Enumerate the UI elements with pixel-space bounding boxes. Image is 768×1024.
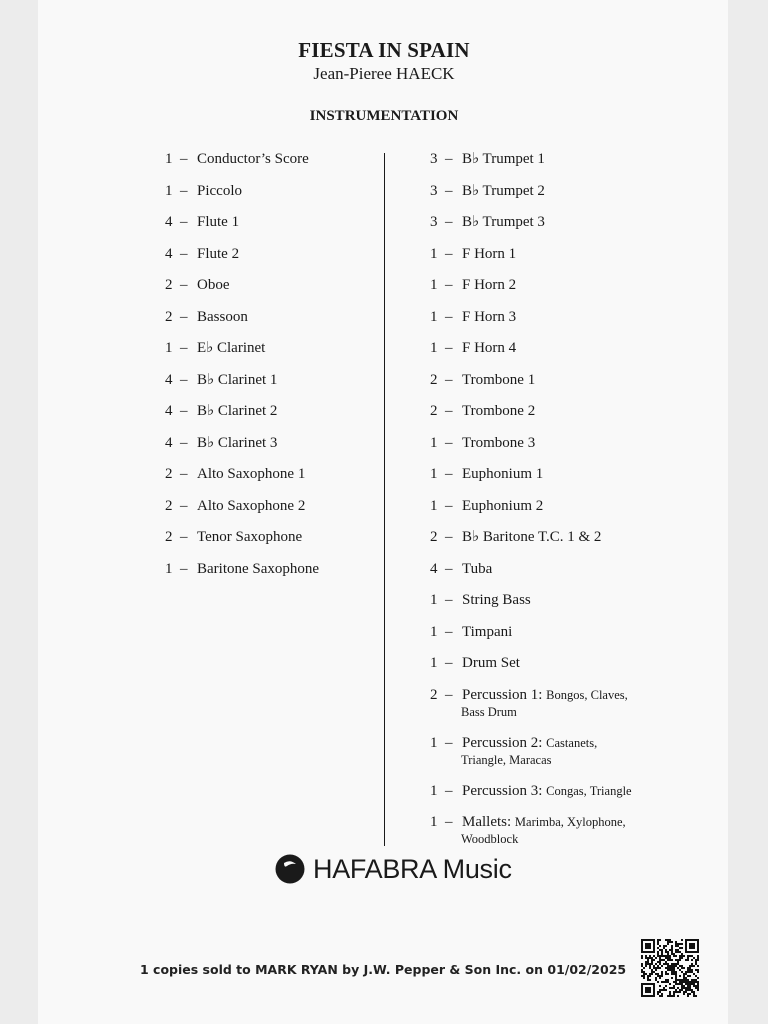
instrument-name: Euphonium 2 bbox=[462, 497, 544, 514]
instrument-item bbox=[430, 591, 632, 623]
dash-separator: – bbox=[445, 814, 453, 830]
instrument-name: Flute 2 bbox=[197, 245, 240, 262]
instrument-quantity: 1 bbox=[165, 182, 173, 199]
instrument-name: F Horn 3 bbox=[462, 308, 517, 325]
instrument-note-continued: Triangle, Maracas bbox=[461, 752, 552, 767]
dash-separator: – bbox=[445, 734, 453, 751]
dash-separator: – bbox=[445, 151, 453, 167]
instrument-item bbox=[430, 308, 632, 340]
instrument-quantity: 1 bbox=[430, 340, 438, 356]
dash-separator: – bbox=[180, 529, 188, 545]
instrument-quantity: 2 bbox=[165, 308, 173, 325]
dash-separator: – bbox=[445, 592, 453, 608]
dash-separator: – bbox=[445, 308, 453, 325]
instrument-note: Bongos, Claves, bbox=[546, 687, 628, 702]
instrument-note-continued: Woodblock bbox=[461, 832, 519, 846]
instrument-quantity: 1 bbox=[430, 308, 438, 325]
instrument-name: Euphonium 1 bbox=[462, 466, 544, 482]
instrument-name: E♭ Clarinet bbox=[197, 340, 266, 356]
instrument-quantity: 1 bbox=[430, 623, 438, 640]
instrument-quantity: 3 bbox=[430, 182, 438, 199]
instrument-item bbox=[430, 686, 632, 734]
instrument-name: Drum Set bbox=[462, 655, 520, 671]
dash-separator: – bbox=[180, 466, 188, 482]
instrument-name: Alto Saxophone 2 bbox=[197, 497, 306, 514]
instrument-name: Tuba bbox=[462, 560, 493, 577]
dash-separator: – bbox=[180, 245, 188, 262]
instrument-item bbox=[430, 213, 632, 245]
instrument-item bbox=[430, 150, 632, 182]
instrument-quantity: 1 bbox=[430, 655, 438, 671]
instrument-item bbox=[165, 276, 319, 308]
instrument-item bbox=[430, 434, 632, 466]
instrument-quantity: 1 bbox=[430, 592, 438, 608]
instrument-name: Percussion 3: bbox=[462, 782, 543, 799]
instrument-item bbox=[430, 339, 632, 371]
instrument-name: Piccolo bbox=[197, 182, 242, 199]
instrument-quantity: 2 bbox=[165, 277, 173, 293]
instrument-item bbox=[430, 182, 632, 214]
instrument-note: Marimba, Xylophone, bbox=[514, 815, 626, 829]
dash-separator: – bbox=[445, 560, 453, 577]
dash-separator: – bbox=[445, 214, 453, 230]
instrument-item bbox=[165, 528, 319, 560]
column-divider bbox=[384, 153, 385, 846]
instrument-quantity: 3 bbox=[430, 151, 438, 167]
dash-separator: – bbox=[445, 245, 453, 262]
instrument-name: F Horn 2 bbox=[462, 277, 517, 293]
instrument-name: String Bass bbox=[462, 592, 531, 608]
instrument-item bbox=[430, 734, 632, 782]
instrument-item bbox=[430, 245, 632, 277]
instrument-name: Baritone Saxophone bbox=[197, 560, 320, 577]
instrument-quantity: 1 bbox=[165, 560, 173, 577]
instrument-name: Alto Saxophone 1 bbox=[197, 466, 306, 482]
instrument-item bbox=[430, 371, 632, 403]
instrument-quantity: 4 bbox=[165, 214, 173, 230]
instrument-item bbox=[430, 402, 632, 434]
instrument-quantity: 1 bbox=[165, 151, 173, 167]
dash-separator: – bbox=[445, 403, 453, 419]
instrument-quantity: 1 bbox=[430, 814, 438, 830]
instrument-item bbox=[165, 339, 319, 371]
instrument-item bbox=[430, 276, 632, 308]
instrument-item bbox=[165, 560, 319, 592]
instrument-item bbox=[165, 213, 319, 245]
instrument-name: Percussion 1: bbox=[462, 686, 543, 703]
logo-text: HAFABRA Music bbox=[313, 853, 512, 884]
instrument-item bbox=[165, 402, 319, 434]
instrument-name: Trombone 3 bbox=[462, 434, 536, 451]
instrument-item bbox=[430, 497, 632, 529]
instrument-quantity: 1 bbox=[165, 340, 173, 356]
dash-separator: – bbox=[445, 655, 453, 671]
dash-separator: – bbox=[445, 466, 453, 482]
instrument-quantity: 4 bbox=[430, 560, 438, 577]
instrument-list-right bbox=[430, 150, 632, 861]
instrument-item bbox=[165, 150, 319, 182]
instrument-quantity: 2 bbox=[430, 529, 438, 545]
dash-separator: – bbox=[180, 403, 188, 419]
dash-separator: – bbox=[180, 182, 188, 199]
dash-separator: – bbox=[445, 371, 453, 388]
instrument-item bbox=[165, 371, 319, 403]
instrument-quantity: 2 bbox=[165, 466, 173, 482]
dash-separator: – bbox=[180, 277, 188, 293]
instrument-quantity: 4 bbox=[165, 371, 173, 388]
instrument-list-left bbox=[165, 150, 319, 591]
dash-separator: – bbox=[445, 529, 453, 545]
instrument-name: Percussion 2: bbox=[462, 734, 543, 751]
instrument-item bbox=[165, 465, 319, 497]
instrument-quantity: 2 bbox=[165, 497, 173, 514]
instrument-item bbox=[165, 245, 319, 277]
instrument-item bbox=[430, 465, 632, 497]
instrument-name: B♭ Clarinet 3 bbox=[197, 434, 278, 451]
dash-separator: – bbox=[180, 308, 188, 325]
dash-separator: – bbox=[180, 497, 188, 514]
instrument-quantity: 1 bbox=[430, 782, 438, 799]
instrument-name: B♭ Trumpet 1 bbox=[462, 151, 545, 167]
instrument-item bbox=[430, 782, 632, 814]
dash-separator: – bbox=[180, 214, 188, 230]
dash-separator: – bbox=[445, 340, 453, 356]
instrument-item bbox=[430, 623, 632, 655]
instrument-item bbox=[165, 182, 319, 214]
instrument-name: F Horn 4 bbox=[462, 340, 517, 356]
dash-separator: – bbox=[180, 434, 188, 451]
instrument-quantity: 2 bbox=[430, 686, 438, 703]
license-footer: 1 copies sold to MARK RYAN by J.W. Pepper & Son Inc. on 01/02/2025 bbox=[140, 962, 627, 977]
instrument-name: B♭ Trumpet 2 bbox=[462, 182, 545, 199]
instrument-quantity: 1 bbox=[430, 734, 438, 751]
hafabra-logo-icon bbox=[275, 854, 305, 884]
instrument-note-continued: Bass Drum bbox=[461, 704, 517, 719]
dash-separator: – bbox=[180, 560, 188, 577]
instrument-quantity: 3 bbox=[430, 214, 438, 230]
instrument-quantity: 2 bbox=[165, 529, 173, 545]
instrumentation-heading: INSTRUMENTATION bbox=[309, 108, 459, 124]
instrument-name: Trombone 1 bbox=[462, 371, 536, 388]
dash-separator: – bbox=[445, 623, 453, 640]
dash-separator: – bbox=[445, 686, 453, 703]
instrument-name: Bassoon bbox=[197, 308, 248, 325]
instrument-name: F Horn 1 bbox=[462, 245, 517, 262]
instrument-item bbox=[430, 654, 632, 686]
instrument-name: B♭ Baritone T.C. 1 & 2 bbox=[462, 529, 602, 545]
instrument-quantity: 1 bbox=[430, 434, 438, 451]
instrument-item bbox=[165, 434, 319, 466]
publisher-logo bbox=[275, 852, 512, 886]
instrument-name: Oboe bbox=[197, 277, 230, 293]
piece-title: FIESTA IN SPAIN bbox=[298, 38, 470, 62]
instrument-name: B♭ Trumpet 3 bbox=[462, 214, 545, 230]
instrument-quantity: 1 bbox=[430, 497, 438, 514]
instrument-name: B♭ Clarinet 1 bbox=[197, 371, 278, 388]
instrument-quantity: 4 bbox=[165, 245, 173, 262]
instrument-quantity: 1 bbox=[430, 245, 438, 262]
instrument-name: Tenor Saxophone bbox=[197, 529, 303, 545]
instrument-name: Conductor’s Score bbox=[197, 151, 309, 167]
composer-name: Jean-Pieree HAECK bbox=[313, 64, 455, 83]
dash-separator: – bbox=[445, 277, 453, 293]
instrument-quantity: 2 bbox=[430, 371, 438, 388]
instrument-name: Timpani bbox=[462, 623, 513, 640]
dash-separator: – bbox=[180, 151, 188, 167]
instrument-note: Congas, Triangle bbox=[546, 783, 632, 798]
instrument-item bbox=[165, 308, 319, 340]
instrument-quantity: 1 bbox=[430, 466, 438, 482]
dash-separator: – bbox=[445, 182, 453, 199]
instrument-quantity: 4 bbox=[165, 403, 173, 419]
instrument-note: Castanets, bbox=[546, 735, 598, 750]
dash-separator: – bbox=[445, 782, 453, 799]
dash-separator: – bbox=[180, 371, 188, 388]
instrument-name: Trombone 2 bbox=[462, 403, 536, 419]
instrument-item bbox=[165, 497, 319, 529]
instrument-quantity: 4 bbox=[165, 434, 173, 451]
instrument-item bbox=[430, 528, 632, 560]
dash-separator: – bbox=[445, 434, 453, 451]
instrument-quantity: 1 bbox=[430, 277, 438, 293]
dash-separator: – bbox=[445, 497, 453, 514]
qr-code-icon bbox=[641, 939, 699, 997]
instrument-name: B♭ Clarinet 2 bbox=[197, 403, 278, 419]
instrument-quantity: 2 bbox=[430, 403, 438, 419]
instrument-item bbox=[430, 560, 632, 592]
dash-separator: – bbox=[180, 340, 188, 356]
instrument-name: Mallets: bbox=[462, 814, 512, 830]
instrument-name: Flute 1 bbox=[197, 214, 240, 230]
